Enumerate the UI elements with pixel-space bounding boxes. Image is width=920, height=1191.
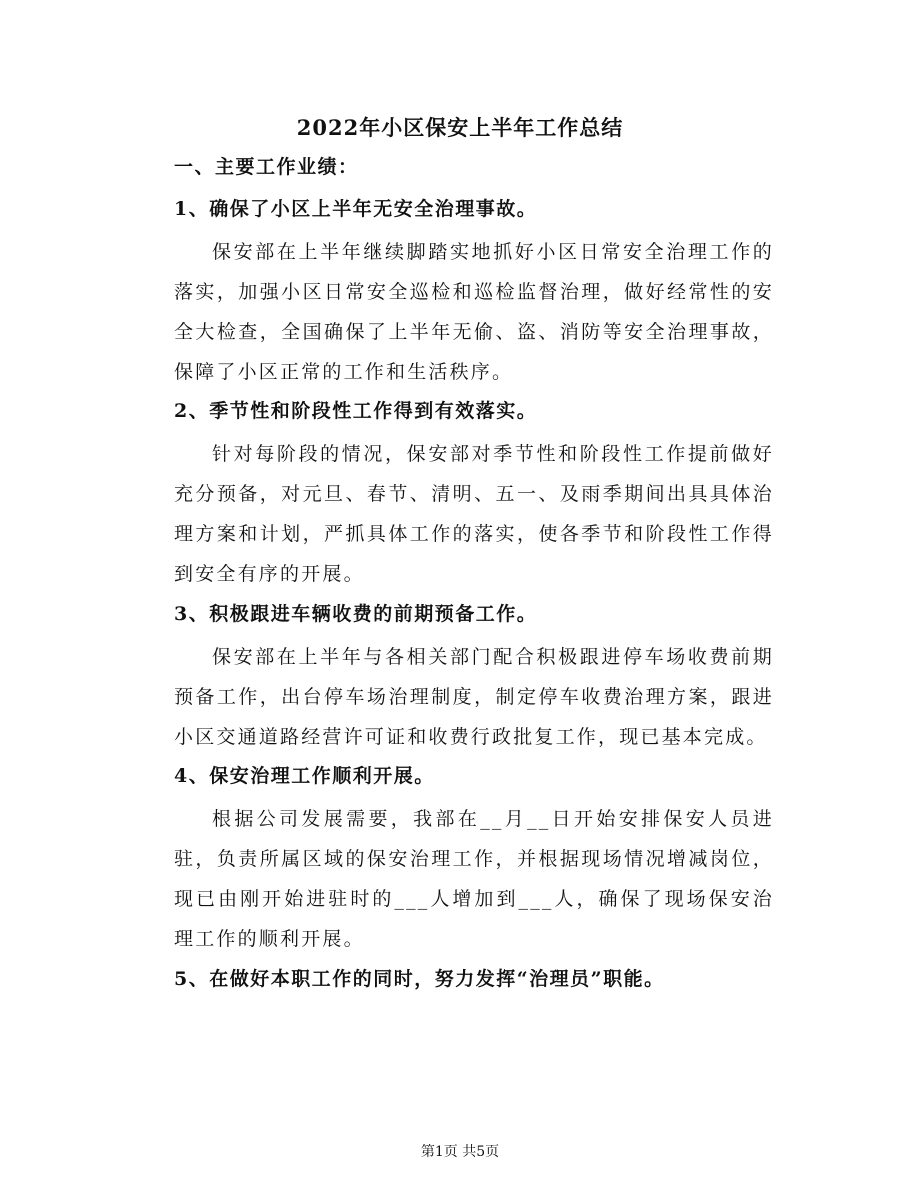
item-body-3: 保安部在上半年与各相关部门配合积极跟进停车场收费前期预备工作，出台停车场治理制度，制定停车收费治理方案，跟进小区交通道路经营许可证和收费行政批复工作，现已基本完成。	[174, 646, 774, 748]
item-heading-3: 3、积极跟进车辆收费的前期预备工作。	[174, 603, 538, 625]
item-body-1: 保安部在上半年继续脚踏实地抓好小区日常安全治理工作的落实，加强小区日常安全巡检和巡检监督治理，做好经常性的安全大检查，全国确保了上半年无偷、盗、消防等安全治理事故，保障了小区正常的工作和生活秩序。	[174, 241, 774, 383]
item-heading-5: 5、在做好本职工作的同时，努力发挥“治理员”职能。	[174, 968, 665, 990]
section-heading: 一、主要工作业绩：	[174, 156, 359, 178]
item-heading-2: 2、季节性和阶段性工作得到有效落实。	[174, 400, 538, 422]
item-heading-4: 4、保安治理工作顺利开展。	[174, 765, 435, 787]
item-heading-1: 1、确保了小区上半年无安全治理事故。	[174, 198, 538, 220]
item-body-2: 针对每阶段的情况，保安部对季节性和阶段性工作提前做好充分预备，对元旦、春节、清明、五一、及雨季期间出具具体治理方案和计划，严抓具体工作的落实，使各季节和阶段性工作得到安全有序的开展。	[174, 443, 774, 585]
page-indicator: 第1页 共5页	[420, 1144, 500, 1160]
item-body-4: 根据公司发展需要，我部在__月__日开始安排保安人员进驻，负责所属区域的保安治理工作，并根据现场情况增减岗位，现已由刚开始进驻时的___人增加到___人，确保了现场保安治理工作的顺利开展。	[174, 808, 774, 950]
document-title: 2022年小区保安上半年工作总结	[296, 115, 624, 140]
